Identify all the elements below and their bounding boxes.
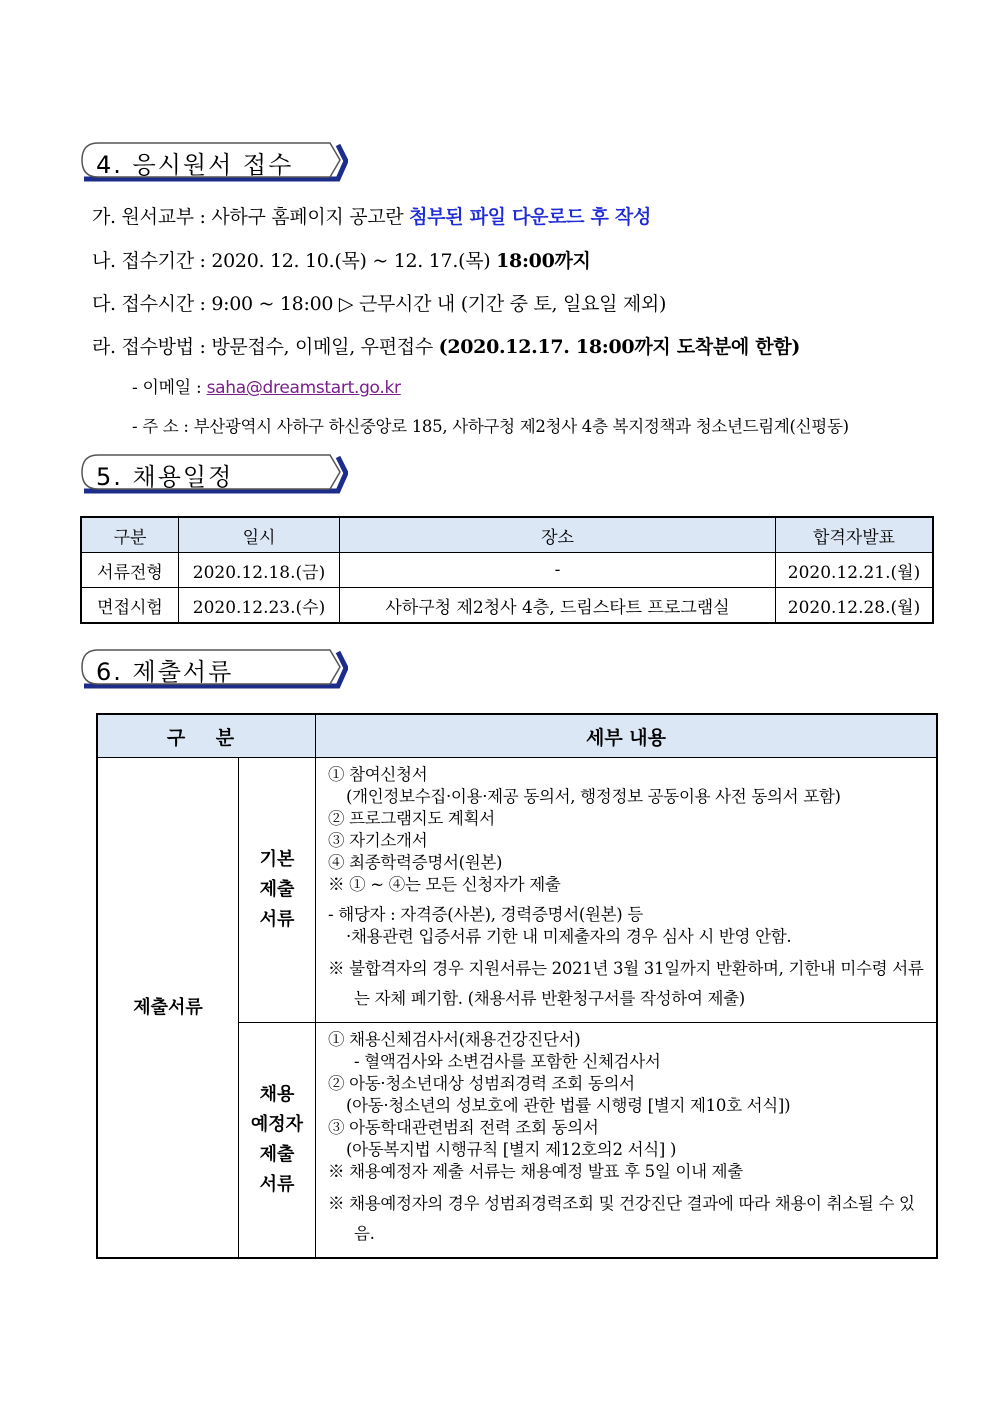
table-cell: 2020.12.23.(수) (179, 588, 340, 624)
list-item: ※ 불합격자의 경우 지원서류는 2021년 3월 31일까지 반환하며, 기한내 미수령 서류는 자체 폐기함. (채용서류 반환청구서를 작성하여 제출) (328, 959, 924, 1008)
category-cell: 제출서류 (97, 758, 239, 1259)
list-item: ④ 최종학력증명서(원본) (328, 853, 503, 872)
list-item: ③ 아동학대관련범죄 전력 조회 동의서 (328, 1118, 599, 1137)
label-line: 기본 (259, 849, 295, 870)
documents-table (96, 713, 938, 1259)
basic-docs-label (239, 758, 316, 1023)
list-item: ① 채용신체검사서(채용건강진단서) (328, 1030, 581, 1049)
table-row (81, 588, 933, 624)
list-item: ※ ① ~ ④는 모든 신청자가 제출 (328, 875, 561, 894)
list-item: ② 프로그램지도 계획서 (328, 809, 495, 828)
list-item: - 혈액검사와 소변검사를 포함한 신체검사서 (354, 1052, 661, 1071)
item-na-text: 나. 접수기간 : 2020. 12. 10.(목) ~ 12. 17.(목) (92, 250, 497, 272)
section-4-header (80, 141, 348, 179)
table-row (81, 553, 933, 588)
item-na (92, 246, 591, 273)
label-line: 제출 (259, 879, 295, 900)
item-na-emphasis: 18:00까지 (496, 250, 591, 272)
header-cell: 장소 (340, 517, 776, 553)
item-ra (92, 332, 800, 359)
item-ra-emphasis: (2020.12.17. 18:00까지 도착분에 한함) (438, 336, 801, 358)
item-ga-emphasis: 첨부된 파일 다운로드 후 작성 (409, 206, 652, 228)
list-item: (아동·청소년의 성보호에 관한 법률 시행령 [별지 제10호 서식]) (346, 1096, 791, 1115)
email-label: - 이메일 : (132, 378, 207, 398)
table-cell: - (340, 553, 776, 588)
item-ga-text: 가. 원서교부 : 사하구 홈페이지 공고란 (92, 206, 410, 228)
list-item: ※ 채용예정자 제출 서류는 채용예정 발표 후 5일 이내 제출 (328, 1162, 743, 1181)
schedule-table (80, 516, 934, 624)
table-cell: 2020.12.28.(월) (776, 588, 934, 624)
list-item: (개인정보수집·이용·제공 동의서, 행정정보 공동이용 사전 동의서 포함) (346, 787, 841, 806)
address-line: - 주 소 : 부산광역시 사하구 하신중앙로 185, 사하구청 제2청사 4층 복지정책과 청소년드림계(신평동) (132, 417, 849, 436)
label-line: 서류 (259, 1174, 295, 1195)
email-line (132, 373, 401, 398)
list-item: - 해당자 : 자격증(사본), 경력증명서(원본) 등 (328, 905, 643, 924)
list-item: ① 참여신청서 (328, 765, 428, 784)
list-item: ※ 채용예정자의 경우 성범죄경력조회 및 건강진단 결과에 따라 채용이 취소될 수 있음. (328, 1194, 915, 1243)
email-link[interactable]: saha@dreamstart.go.kr (206, 378, 401, 398)
label-line: 예정자 (250, 1114, 304, 1135)
table-header-row (81, 517, 933, 553)
item-ra-text: 라. 접수방법 : 방문접수, 이메일, 우편접수 (92, 336, 439, 358)
header-category: 구 분 (97, 714, 316, 758)
header-cell: 구분 (81, 517, 179, 553)
hire-docs-content (316, 1023, 938, 1259)
table-cell: 서류전형 (81, 553, 179, 588)
hire-docs-label (239, 1023, 316, 1259)
item-ga (92, 202, 651, 229)
table-cell: 2020.12.18.(금) (179, 553, 340, 588)
section-6-header (80, 648, 348, 686)
header-cell: 합격자발표 (776, 517, 934, 553)
basic-docs-content (316, 758, 938, 1023)
list-item: (아동복지법 시행규칙 [별지 제12호의2 서식] ) (346, 1140, 677, 1159)
label-line: 채용 (259, 1084, 295, 1105)
section-5-title: 5. 채용일정 (96, 463, 234, 491)
table-row (97, 758, 937, 1023)
list-item: ③ 자기소개서 (328, 831, 428, 850)
table-cell: 면접시험 (81, 588, 179, 624)
section-4-title: 4. 응시원서 접수 (96, 151, 294, 179)
label-line: 서류 (259, 909, 295, 930)
header-cell: 일시 (179, 517, 340, 553)
table-header-row (97, 714, 937, 758)
section-5-header (80, 453, 348, 491)
item-da: 다. 접수시간 : 9:00 ~ 18:00 ▷ 근무시간 내 (기간 중 토, 일요일 제외) (92, 293, 667, 315)
section-6-title: 6. 제출서류 (96, 658, 234, 686)
list-item: ② 아동·청소년대상 성범죄경력 조회 동의서 (328, 1074, 635, 1093)
table-cell: 사하구청 제2청사 4층, 드림스타트 프로그램실 (340, 588, 776, 624)
label-line: 제출 (259, 1144, 295, 1165)
table-cell: 2020.12.21.(월) (776, 553, 934, 588)
header-detail: 세부 내용 (316, 714, 938, 758)
list-item: ·채용관련 입증서류 기한 내 미제출자의 경우 심사 시 반영 안함. (346, 927, 792, 946)
